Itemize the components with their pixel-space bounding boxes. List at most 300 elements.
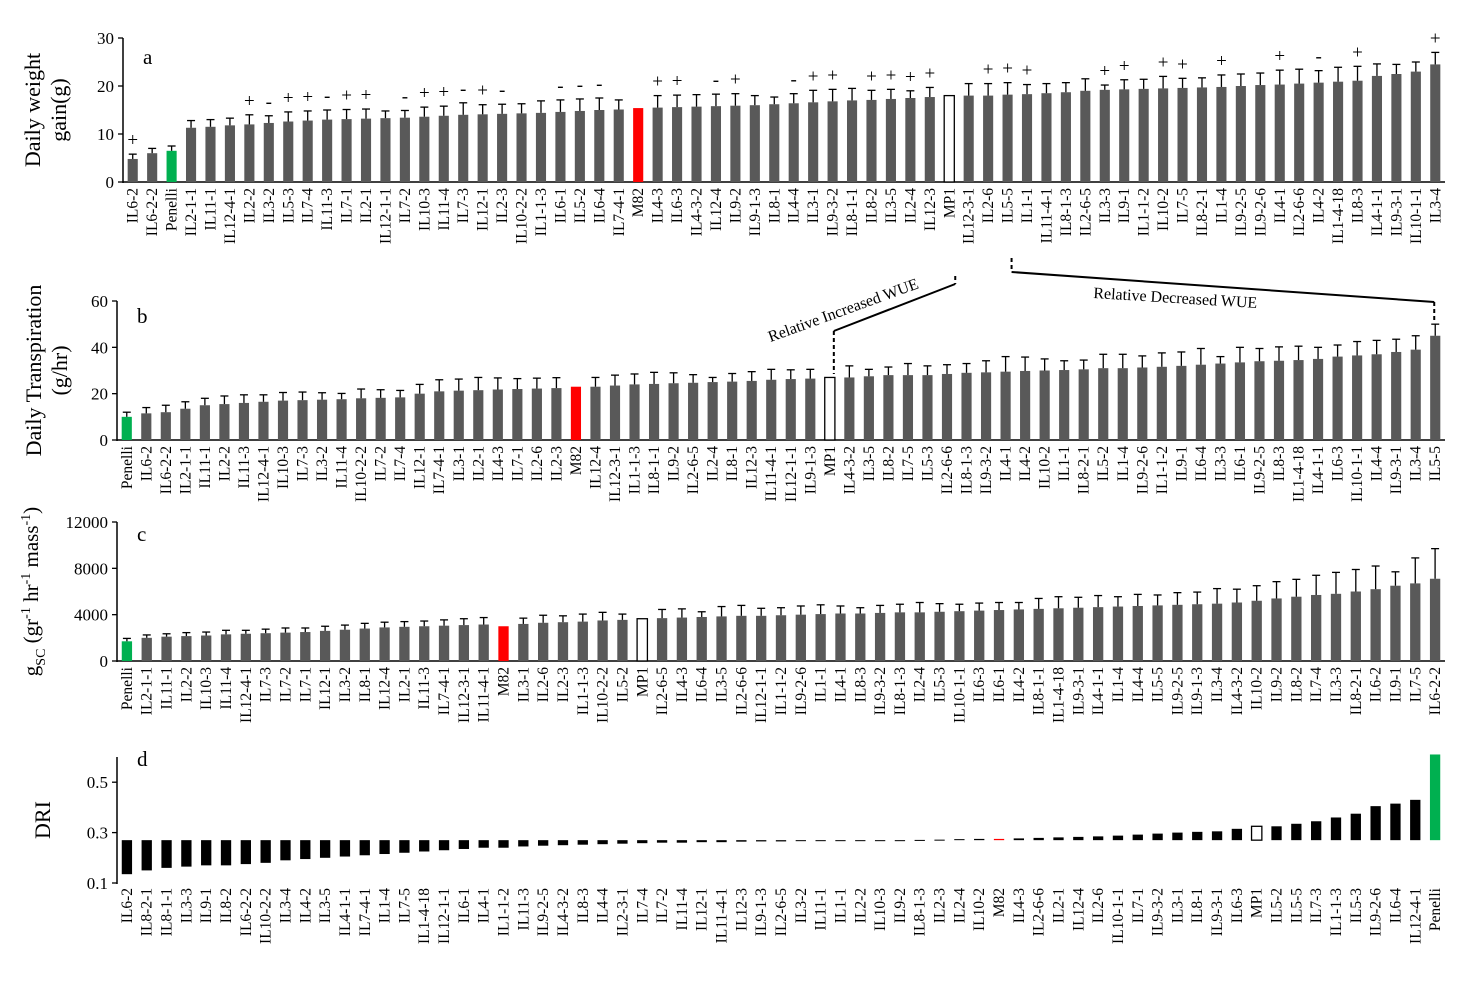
significance-mark: -: [323, 86, 331, 107]
category-label: IL10-3: [872, 888, 890, 932]
category-label: IL3-1: [1169, 888, 1187, 924]
bar: [736, 840, 746, 842]
bar: [697, 840, 707, 842]
bar: [1216, 87, 1226, 182]
category-label: M82: [991, 887, 1009, 918]
category-label: IL12-1-1: [753, 667, 771, 723]
significance-mark: -: [596, 74, 603, 95]
category-label: IL9-1: [1116, 188, 1134, 224]
y-tick-label: 0: [99, 652, 108, 671]
category-label: IL8-3: [1271, 446, 1288, 482]
significance-mark: -: [790, 69, 797, 91]
bar: [141, 413, 151, 440]
significance-mark: -: [265, 91, 272, 113]
category-label: M82: [630, 188, 648, 218]
bar: [934, 840, 944, 841]
bar: [244, 124, 254, 182]
category-label: IL11-4-1: [1038, 188, 1056, 244]
category-label: IL12-3-1: [960, 188, 978, 244]
panel-letter: c: [137, 522, 147, 546]
bar: [439, 626, 449, 661]
category-label: IL4-4: [1368, 446, 1386, 482]
category-label: MP1: [634, 667, 652, 698]
panel-letter: a: [143, 45, 153, 69]
y-axis-title-part: -1: [19, 607, 34, 619]
category-label: IL1-4-18: [416, 888, 434, 944]
category-label: MP1: [1248, 888, 1266, 919]
category-label: IL12-4-1: [255, 446, 273, 502]
bar: [1177, 88, 1187, 182]
bar: [551, 388, 561, 440]
category-label: IL12-3-1: [607, 446, 624, 502]
category-label: IL3-1: [805, 188, 823, 224]
category-label: IL10-2-2: [353, 446, 371, 502]
y-axis-title: [21, 285, 72, 457]
bar: [239, 403, 249, 440]
category-label: IL6-1: [552, 188, 570, 224]
bar: [1351, 814, 1361, 840]
category-label: IL12-4-1: [237, 667, 255, 723]
category-label: IL3-1: [450, 446, 468, 482]
category-label: MP1: [821, 446, 839, 477]
category-label: IL11-1: [158, 667, 176, 710]
y-tick-label: 12000: [65, 513, 108, 532]
category-label: IL2-2: [178, 667, 196, 703]
significance-mark: -: [557, 75, 564, 97]
bar: [614, 110, 624, 182]
bar: [855, 614, 865, 661]
bar: [167, 151, 177, 182]
significance-mark: +: [885, 65, 897, 87]
bar: [1311, 821, 1321, 840]
category-label: IL8-2: [863, 188, 881, 224]
panel-letter: b: [137, 304, 148, 328]
bar: [317, 400, 327, 440]
category-label: IL12-1-1: [436, 888, 454, 944]
category-label: IL2-1: [358, 188, 376, 224]
bar: [459, 840, 469, 849]
bar: [672, 107, 682, 182]
category-label: IL10-3: [198, 667, 216, 711]
significance-mark: +: [1429, 28, 1441, 50]
bar: [1073, 608, 1083, 661]
bar: [994, 610, 1004, 661]
category-label: IL2-6-5: [1077, 188, 1095, 237]
category-label: IL12-1: [317, 667, 335, 711]
category-label: IL6-3: [1329, 446, 1347, 482]
y-axis-title-part: (gr: [19, 618, 43, 649]
category-label: IL7-3: [294, 446, 312, 482]
category-label: Penelli: [163, 188, 181, 232]
category-label: IL5-2: [1268, 888, 1286, 924]
bar: [1014, 838, 1024, 840]
category-label: IL4-2: [1310, 188, 1328, 224]
category-label: IL3-3: [178, 888, 196, 924]
bar: [981, 372, 991, 440]
significance-mark: +: [1216, 50, 1227, 72]
bar: [1411, 350, 1421, 440]
category-label: IL2-3: [494, 187, 512, 224]
bar: [610, 386, 620, 440]
category-label: IL9-2: [727, 188, 745, 224]
bar: [835, 840, 845, 841]
category-label: IL8-1-3: [911, 888, 929, 937]
category-label: IL8-3: [574, 888, 592, 924]
bar: [1275, 85, 1285, 182]
category-label: IL4-2: [297, 888, 315, 924]
category-label: IL9-3-1: [1388, 188, 1406, 237]
bar: [1232, 603, 1242, 661]
category-label: IL3-4: [1407, 446, 1425, 482]
bar: [1196, 365, 1206, 440]
bar: [649, 384, 659, 440]
bar: [1254, 361, 1264, 440]
bar: [1133, 606, 1143, 661]
category-label: IL11-4-1: [763, 446, 781, 502]
category-label: IL2-6-6: [939, 446, 956, 495]
category-label: IL12-1: [474, 187, 492, 232]
category-label: IL2-3: [548, 446, 566, 482]
bar: [922, 375, 932, 440]
bar: [1073, 837, 1083, 840]
bar: [1137, 367, 1147, 440]
significance-mark: +: [652, 71, 663, 93]
category-label: IL4-1: [475, 888, 493, 924]
y-axis-title-part: -1: [19, 572, 34, 585]
category-label: IL7-1: [338, 188, 356, 224]
bar: [264, 123, 274, 182]
category-label: IL7-2: [372, 446, 390, 482]
category-label: IL9-3-1: [1209, 888, 1227, 937]
category-label: IL1-1-3: [532, 188, 550, 237]
bar: [578, 840, 588, 845]
category-label: IL9-3-1: [1070, 667, 1088, 716]
category-label: IL12-4-1: [221, 187, 239, 244]
bar: [1098, 368, 1108, 440]
bar: [808, 102, 818, 182]
category-label: IL9-2-5: [1232, 188, 1250, 237]
bar: [379, 627, 389, 661]
category-label: IL8-2: [218, 888, 236, 924]
category-label: IL3-3: [1212, 446, 1230, 482]
category-label: IL4-1-1: [1310, 446, 1328, 495]
category-label: IL4-3-2: [554, 888, 572, 937]
bar: [1314, 83, 1324, 182]
bar: [716, 616, 726, 661]
category-label: IL12-1-1: [782, 446, 800, 502]
category-label: IL1-1: [812, 667, 830, 703]
bar: [657, 840, 667, 843]
bar: [835, 614, 845, 661]
category-label: IL6-4: [1387, 888, 1405, 924]
bar: [1059, 370, 1069, 440]
category-label: MP1: [941, 188, 959, 219]
bar: [796, 840, 806, 841]
bar: [637, 619, 647, 661]
bar: [219, 404, 229, 440]
category-label: IL7-4-1: [356, 888, 374, 937]
y-tick-label: 60: [91, 292, 108, 311]
category-label: IL11-3: [515, 888, 533, 931]
category-label: IL9-2-5: [1169, 667, 1187, 716]
bar: [915, 840, 925, 841]
bar: [915, 612, 925, 661]
category-label: IL4-3-2: [688, 188, 706, 237]
bar: [974, 611, 984, 661]
bar: [340, 630, 350, 661]
significance-mark: +: [730, 69, 741, 91]
bar: [532, 389, 542, 440]
category-label: IL3-3: [1327, 667, 1345, 703]
y-tick-label: 30: [97, 29, 114, 48]
category-label: IL10-3: [416, 188, 434, 232]
category-label: IL12-4: [587, 446, 605, 490]
y-tick-label: 8000: [74, 559, 108, 579]
category-label: IL9-1-3: [802, 446, 820, 495]
bar: [122, 417, 132, 440]
category-label: IL7-4: [392, 446, 410, 482]
bar: [736, 616, 746, 661]
significance-mark: +: [477, 80, 489, 102]
bar: [1313, 359, 1323, 440]
category-label: IL3-5: [860, 446, 878, 482]
bar: [1041, 93, 1051, 182]
bar: [1291, 597, 1301, 661]
significance-mark: +: [982, 59, 994, 81]
y-tick-label: 0.1: [86, 874, 108, 893]
category-label: IL7-5: [899, 446, 917, 482]
bar: [1293, 360, 1303, 440]
bar: [653, 108, 663, 182]
bar: [1430, 336, 1440, 440]
bar: [1274, 361, 1284, 440]
bar: [886, 99, 896, 182]
panel-a-weight-gain: [20, 28, 1445, 244]
bar: [512, 389, 522, 440]
category-label: IL1-4-18: [1050, 667, 1068, 723]
category-label: IL5-3: [919, 446, 937, 482]
bar: [498, 840, 508, 848]
bar: [747, 381, 757, 440]
category-label: IL6-1: [455, 888, 473, 924]
category-label: IL11-3: [319, 188, 337, 231]
category-label: IL12-1-1: [377, 188, 395, 244]
category-label: IL8-2-1: [1075, 446, 1093, 495]
bar: [1212, 604, 1222, 661]
bar: [983, 96, 993, 182]
bar: [905, 98, 915, 182]
bar: [1192, 604, 1202, 661]
annotation-decreased-wue: Relative Decreased WUE: [1092, 285, 1258, 313]
category-label: IL8-2-1: [1193, 188, 1211, 237]
category-label: IL7-1: [1129, 888, 1147, 924]
significance-mark: +: [827, 65, 838, 87]
bar: [303, 121, 313, 182]
category-label: IL1-1-2: [1153, 446, 1171, 495]
category-label: IL9-3-2: [1149, 888, 1167, 937]
category-label: IL9-3-2: [978, 446, 996, 495]
category-label: IL5-5: [1149, 667, 1167, 703]
category-label: IL7-4-1: [431, 446, 449, 495]
bar: [575, 111, 585, 182]
bar: [142, 638, 152, 661]
category-label: IL3-5: [882, 188, 900, 224]
category-label: IL8-1: [724, 446, 742, 482]
category-label: IL2-3: [931, 888, 949, 924]
bar: [1370, 589, 1380, 661]
category-label: IL9-2-5: [1251, 446, 1269, 495]
category-label: IL3-5: [317, 888, 335, 924]
bar: [283, 122, 293, 182]
category-label: Penelli: [118, 667, 136, 711]
category-label: IL10-2: [971, 888, 989, 932]
bar: [180, 409, 190, 440]
bar: [844, 377, 854, 440]
category-label: IL8-1-3: [891, 667, 909, 716]
bar: [320, 631, 330, 661]
category-label: IL7-3: [257, 667, 275, 703]
bar: [1133, 835, 1143, 841]
category-label: IL5-5: [1288, 888, 1306, 924]
category-label: IL9-2-6: [1252, 188, 1270, 237]
category-label: IL2-1-1: [177, 446, 195, 495]
bar: [379, 840, 389, 854]
category-label: IL1-1: [1019, 188, 1037, 224]
y-tick-label: 0: [105, 173, 114, 192]
category-label: IL8-1: [1189, 888, 1207, 924]
category-label: IL8-1-3: [1057, 188, 1075, 237]
bar: [1001, 372, 1011, 440]
category-label: IL11-4: [218, 667, 236, 710]
bar: [677, 840, 687, 843]
category-label: IL1-1-2: [495, 888, 513, 937]
bar: [1118, 368, 1128, 440]
bar: [864, 376, 874, 440]
category-label: IL2-2: [241, 188, 259, 224]
bar: [122, 840, 132, 874]
bar: [571, 387, 581, 440]
category-label: IL1-4: [1109, 667, 1127, 703]
significance-mark: -: [460, 78, 467, 100]
bar: [459, 625, 469, 661]
bar: [1294, 84, 1304, 182]
category-label: IL1-1: [1056, 446, 1074, 482]
bar: [399, 627, 409, 661]
significance-mark: +: [1118, 55, 1130, 77]
category-label: IL1-4: [1114, 446, 1132, 482]
panel-d-dri: [30, 747, 1444, 944]
category-label: IL9-1: [1387, 667, 1405, 703]
category-label: IL1-4-18: [1290, 446, 1308, 502]
category-label: IL5-3: [1347, 888, 1365, 924]
category-label: IL2-2: [216, 446, 234, 482]
y-tick-label: 0.3: [86, 823, 108, 843]
category-label: IL5-2: [614, 667, 632, 703]
category-label: IL12-3: [743, 446, 761, 490]
bar: [536, 113, 546, 182]
y-axis-title: DRI: [30, 801, 55, 839]
significance-mark: -: [712, 70, 720, 92]
bar: [434, 391, 444, 440]
panel-letter: d: [137, 747, 148, 771]
category-label: IL8-2-1: [138, 888, 156, 937]
bar: [558, 840, 568, 845]
category-label: IL8-3: [1349, 188, 1367, 224]
bar: [815, 840, 825, 841]
category-label: IL6-2-2: [237, 888, 255, 937]
category-label: IL10-1-1: [1349, 446, 1367, 502]
bar: [1212, 831, 1222, 840]
bar: [161, 412, 171, 440]
bar: [478, 114, 488, 182]
bar: [677, 618, 687, 661]
category-label: IL9-2: [891, 888, 909, 924]
category-label: IL10-1-1: [951, 667, 969, 723]
y-axis-title: [20, 53, 71, 167]
category-label: IL1-1-2: [773, 667, 790, 716]
bar: [356, 398, 366, 440]
bar: [756, 840, 766, 841]
bar: [750, 105, 760, 182]
category-label: IL2-6-6: [1291, 188, 1309, 237]
significance-mark: +: [302, 86, 314, 108]
category-label: IL6-2: [124, 188, 142, 224]
category-label: IL11-1: [812, 888, 830, 931]
bar: [1022, 94, 1032, 182]
y-axis-title-line: Daily Transpiration: [21, 284, 46, 457]
category-label: IL6-1: [1231, 446, 1249, 482]
y-tick-label: 40: [91, 338, 108, 358]
category-label: IL8-1: [356, 667, 374, 703]
category-label: IL1-1-2: [1135, 188, 1153, 237]
bar: [756, 616, 766, 661]
bar: [954, 611, 964, 661]
bar: [944, 96, 954, 182]
category-label: IL12-3-1: [455, 667, 473, 723]
bar: [776, 615, 786, 661]
category-label: IL9-1-3: [1189, 667, 1207, 716]
category-label: IL11-4-1: [475, 667, 493, 723]
bar: [1271, 826, 1281, 840]
bar: [241, 634, 251, 661]
bar: [1152, 834, 1162, 841]
significance-mark: +: [418, 83, 430, 105]
bar: [1003, 95, 1013, 182]
bar: [1176, 366, 1186, 440]
category-label: IL2-6: [528, 446, 546, 482]
category-label: IL2-3-1: [614, 888, 632, 937]
y-axis-title: [19, 507, 49, 676]
bar: [454, 391, 464, 440]
bar: [205, 127, 215, 182]
category-label: IL8-2-1: [1347, 667, 1365, 716]
bar: [866, 100, 876, 182]
category-label: IL5-3: [280, 188, 298, 224]
significance-mark: +: [866, 66, 877, 88]
bar: [1152, 605, 1162, 661]
y-axis-title-part: mass: [19, 525, 43, 573]
bar: [1291, 824, 1301, 840]
category-label: IL7-2: [277, 667, 295, 703]
bar: [1351, 592, 1361, 662]
category-label: IL5-5: [999, 187, 1017, 224]
bar: [708, 382, 718, 440]
bar: [225, 125, 235, 182]
category-label: IL7-1: [509, 446, 527, 482]
category-label: IL6-4: [693, 667, 711, 703]
significance-mark: +: [671, 71, 683, 93]
bar: [261, 840, 271, 863]
